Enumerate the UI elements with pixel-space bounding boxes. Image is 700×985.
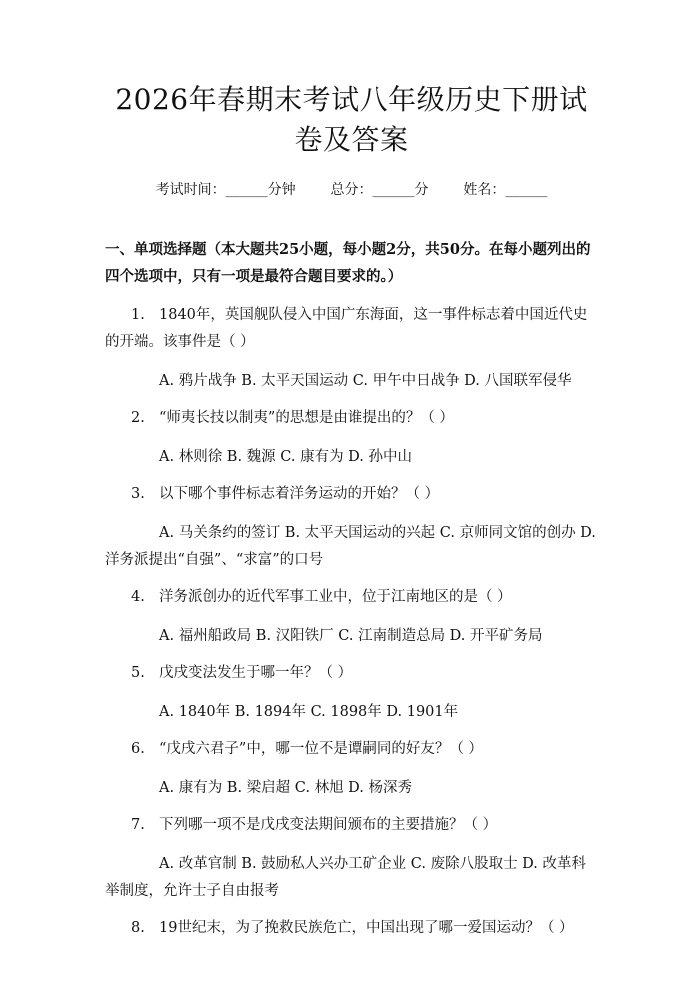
question-options: A. 1840年 B. 1894年 C. 1898年 D. 1901年 (159, 704, 459, 720)
section-heading: 一、单项选择题（本大题共25小题，每小题2分，共50分。在每小题列出的四个选项中，只有一项是最符合题目要求的。） (105, 241, 591, 285)
question-number: 3. (131, 486, 145, 502)
question-options: A. 改革官制 B. 鼓励私人兴办工矿企业 C. 废除八股取士 D. 改革科举制度，允许士子自由报考 (105, 856, 587, 899)
question-text: “师夷长技以制夷”的思想是由谁提出的？（ ） (159, 410, 454, 426)
question-number: 1. (131, 307, 145, 323)
question-options: A. 林则徐 B. 魏源 C. 康有为 D. 孙中山 (159, 449, 413, 465)
question-item (105, 660, 598, 687)
student-name-label: 姓名：______ (463, 182, 548, 198)
question-options: A. 康有为 B. 梁启超 C. 林旭 D. 杨深秀 (159, 780, 413, 796)
question-text: 1840年，英国舰队侵入中国广东海面，这一事件标志着中国近代史的开端。该事件是（ ） (105, 307, 588, 350)
question-text: “戊戌六君子”中，哪一位不是谭嗣同的好友？（ ） (159, 741, 483, 757)
question-text: 下列哪一项不是戊戌变法期间颁布的主要措施？（ ） (159, 817, 498, 833)
total-score-label: 总分：______分 (330, 182, 429, 198)
question-text: 戊戌变法发生于哪一年？（ ） (159, 665, 353, 681)
question-item (105, 405, 598, 432)
exam-time-label: 考试时间：______分钟 (155, 182, 296, 198)
question-item (105, 915, 598, 942)
question-options: A. 鸦片战争 B. 太平天国运动 C. 甲午中日战争 D. 八国联军侵华 (159, 373, 572, 389)
page-title: 2026年春期末考试八年级历史下册试卷及答案 (115, 83, 588, 156)
question-number: 8. (131, 920, 145, 936)
question-item (105, 481, 598, 508)
question-number: 2. (131, 410, 145, 426)
question-number: 7. (131, 817, 145, 833)
question-item (105, 302, 598, 356)
question-item (105, 736, 598, 763)
exam-page (0, 80, 700, 985)
question-text: 洋务派创办的近代军事工业中，位于江南地区的是（ ） (159, 589, 512, 605)
question-options: A. 福州船政局 B. 汉阳铁厂 C. 江南制造总局 D. 开平矿务局 (159, 628, 543, 644)
question-text: 19世纪末，为了挽救民族危亡，中国出现了哪一爱国运动？（ ） (159, 920, 574, 936)
question-number: 6. (131, 741, 145, 757)
question-options: A. 马关条约的签订 B. 太平天国运动的兴起 C. 京师同文馆的创办 D. 洋务派提出“自强”、“求富”的口号 (105, 525, 596, 568)
question-number: 5. (131, 665, 145, 681)
question-number: 4. (131, 589, 145, 605)
question-item (105, 584, 598, 611)
question-item (105, 812, 598, 839)
exam-meta (105, 180, 598, 200)
question-text: 以下哪个事件标志着洋务运动的开始？（ ） (159, 486, 440, 502)
